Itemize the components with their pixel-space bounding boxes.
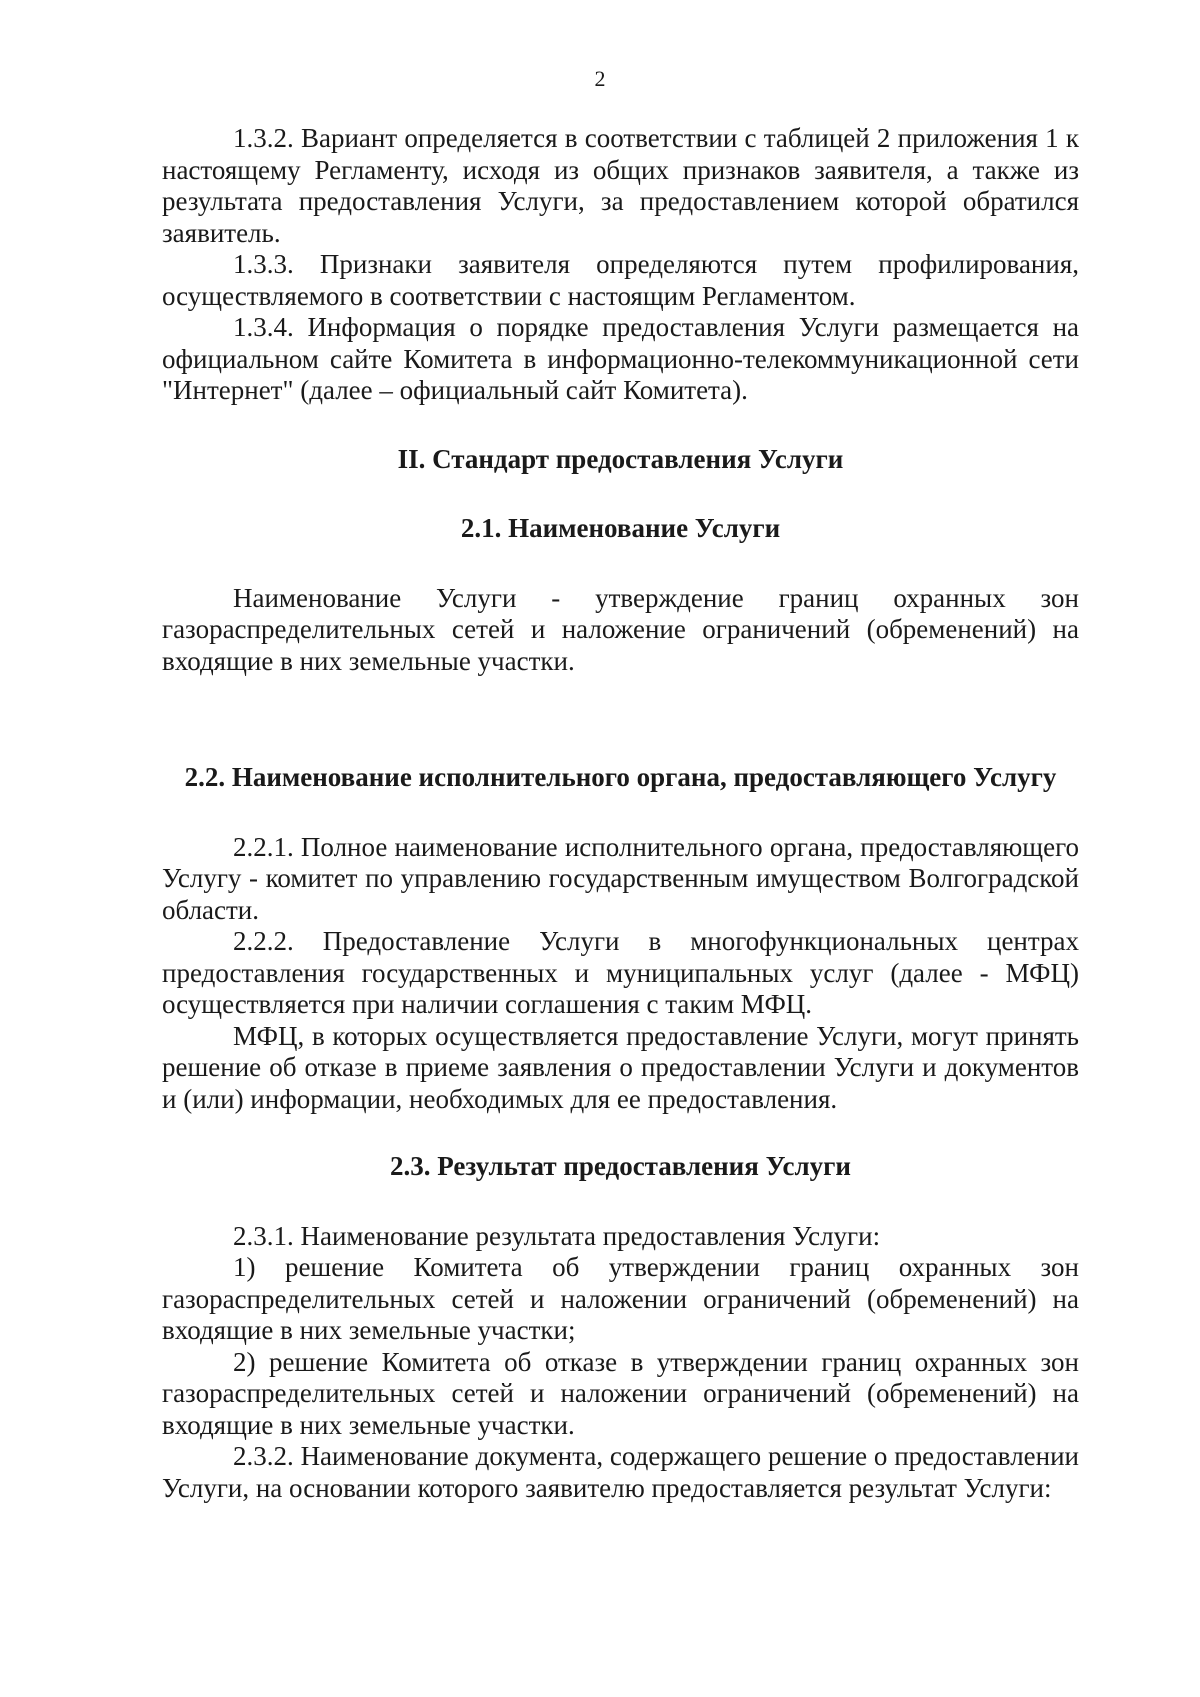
paragraph-2-2-1: 2.2.1. Полное наименование исполнительного органа, предоставляющего Услугу - комитет по управлению государственным имуществом Волгоградской области. bbox=[162, 831, 1079, 925]
paragraph-1-3-2: 1.3.2. Вариант определяется в соответствии с таблицей 2 приложения 1 к настоящему Регламенту, исходя из общих признаков заявителя, а также из результата предоставления Услуги, за предоставлением которой обратился заявитель. bbox=[162, 123, 1079, 248]
section-2-heading: II. Стандарт предоставления Услуги bbox=[397, 443, 844, 474]
paragraph-2-3-2: 2.3.2. Наименование документа, содержащего решение о предоставлении Услуги, на основании которого заявителю предоставляется результат Услуги: bbox=[162, 1441, 1079, 1503]
page-number: 2 bbox=[594, 66, 606, 91]
paragraph-2-3-1: 2.3.1. Наименование результата предоставления Услуги: bbox=[233, 1220, 881, 1251]
subsection-2-2-heading: 2.2. Наименование исполнительного органа, предоставляющего Услугу bbox=[184, 762, 1057, 792]
subsection-2-3-heading: 2.3. Результат предоставления Услуги bbox=[390, 1151, 851, 1181]
document-body bbox=[162, 123, 1079, 1504]
paragraph-2-3-1-item-1: 1) решение Комитета об утверждении границ охранных зон газораспределительных сетей и наложении ограничений (обременений) на входящие в них земельные участки; bbox=[162, 1252, 1079, 1345]
paragraph-1-3-3: 1.3.3. Признаки заявителя определяются путем профилирования, осуществляемого в соответствии с настоящим Регламентом. bbox=[162, 249, 1079, 311]
paragraph-2-3-1-item-2: 2) решение Комитета об отказе в утверждении границ охранных зон газораспределительных сетей и наложении ограничений (обременений) на входящие в них земельные участки. bbox=[162, 1346, 1079, 1440]
paragraph-2-1: Наименование Услуги - утверждение границ охранных зон газораспределительных сетей и наложение ограничений (обременений) на входящие в них земельные участки. bbox=[162, 582, 1079, 676]
paragraph-2-2-2: 2.2.2. Предоставление Услуги в многофункциональных центрах предоставления государственных и муниципальных услуг (далее - МФЦ) осуществляется при наличии соглашения с таким МФЦ. bbox=[162, 926, 1079, 1019]
paragraph-1-3-4: 1.3.4. Информация о порядке предоставления Услуги размещается на официальном сайте Комитета в информационно-телекоммуникационной сети "Интернет" (далее – официальный сайт Комитета). bbox=[162, 312, 1079, 405]
subsection-2-1-heading: 2.1. Наименование Услуги bbox=[460, 513, 781, 543]
paragraph-mfc: МФЦ, в которых осуществляется предоставление Услуги, могут принять решение об отказе в приеме заявления о предоставлении Услуги и документов и (или) информации, необходимых для ее предоставления. bbox=[162, 1020, 1079, 1114]
